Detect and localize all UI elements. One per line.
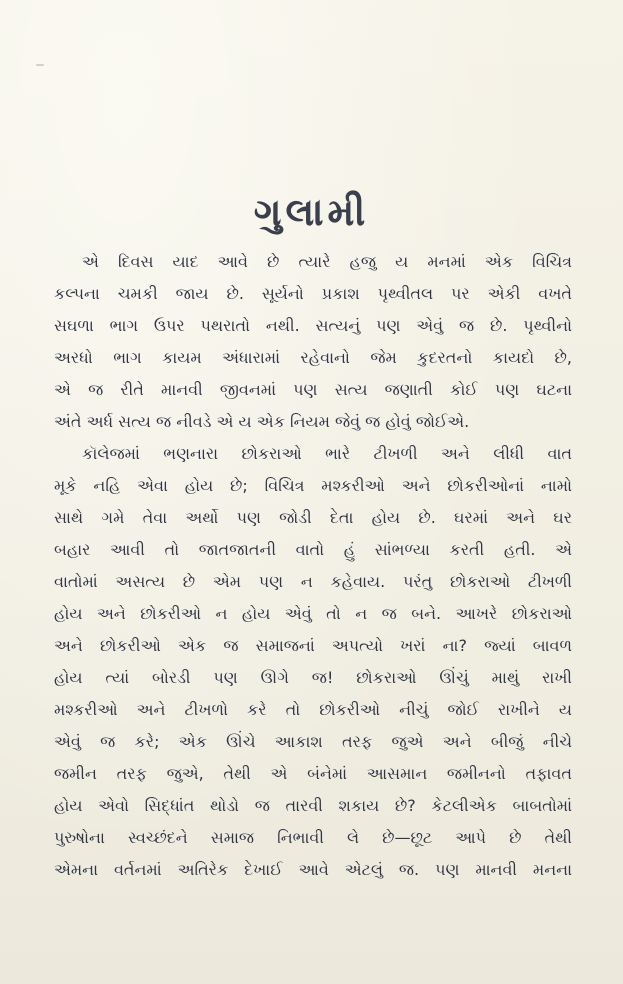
text-line: એ જ રીતે માનવી જીવનમાં પણ સત્ય જણાતી કોઈ પણ ઘટના	[54, 380, 572, 399]
text-line: હોય અને છોકરીઓ ન હોય એવું તો ન જ બને. આખરે છોકરાઓ	[54, 604, 572, 623]
text-line: અંતે અર્ધ સત્ય જ નીવડે એ ય એક નિયમ જેવું જ હોવું જોઈએ.	[54, 412, 470, 431]
page-speck	[36, 64, 44, 66]
text-line: એ દિવસ યાદ આવે છે ત્યારે હજુ ય મનમાં એક વિચિત્ર	[82, 252, 572, 271]
chapter-title: ગુલામી	[253, 190, 370, 234]
text-line: એવું જ કરે; એક ઊંચે આકાશ તરફ જુએ અને બીજું નીચે	[54, 732, 572, 751]
text-line: બહાર આવી તો જાતજાતની વાતો હું સાંભળ્યા કરતી હતી. એ	[54, 540, 572, 559]
text-line: અરધો ભાગ કાયમ અંધારામાં રહેવાનો જેમ કુદરતનો કાયદો છે,	[54, 348, 572, 367]
text-line: વાતોમાં અસત્ય છે એમ પણ ન કહેવાય. પરંતુ છોકરાઓ ટીખળી	[54, 572, 572, 591]
text-line: અને છોકરીઓ એક જ સમાજનાં અપત્યો ખરાં ના? જ્યાં બાવળ	[54, 636, 572, 655]
text-line: સઘળા ભાગ ઉપર પથરાતો નથી. સત્યનું પણ એવું જ છે. પૃથ્વીનો	[54, 316, 572, 335]
text-line: એમના વર્તનમાં અતિરેક દેખાઈ આવે એટલું જ. પણ માનવી મનના	[54, 860, 572, 879]
text-line: હોય એવો સિદ્ધાંત થોડો જ તારવી શકાય છે? કેટલીએક બાબતોમાં	[54, 796, 572, 815]
paragraph-1	[54, 246, 572, 438]
text-line: કૉલેજમાં ભણનારા છોકરાઓ ભારે ટીખળી અને લીધી વાત	[82, 444, 572, 463]
text-line: જમીન તરફ જુએ, તેથી એ બંનેમાં આસમાન જમીનનો તફાવત	[54, 764, 572, 783]
text-line: પુરુષોના સ્વચ્છંદને સમાજ નિભાવી લે છે—છૂટ આપે છે તેથી	[54, 828, 572, 847]
text-line: હોય ત્યાં બોરડી પણ ઊગે જ! છોકરાઓ ઊંચું માથું રાખી	[54, 668, 572, 687]
text-line: મશ્કરીઓ અને ટીખળો કરે તો છોકરીઓ નીચું જોઈ રાખીને ય	[54, 700, 572, 719]
text-line: મૂકે નહિ એવા હોય છે; વિચિત્ર મશ્કરીઓ અને છોકરીઓનાં નામો	[54, 476, 572, 495]
text-line: સાથે ગમે તેવા અર્થો પણ જોડી દેતા હોય છે. ઘરમાં અને ઘર	[54, 508, 572, 527]
text-line: કલ્પના ચમકી જાય છે. સૂર્યનો પ્રકાશ પૃથ્વીતલ પર એકી વખતે	[54, 284, 572, 303]
body-text	[54, 246, 572, 886]
paragraph-2	[54, 438, 572, 886]
